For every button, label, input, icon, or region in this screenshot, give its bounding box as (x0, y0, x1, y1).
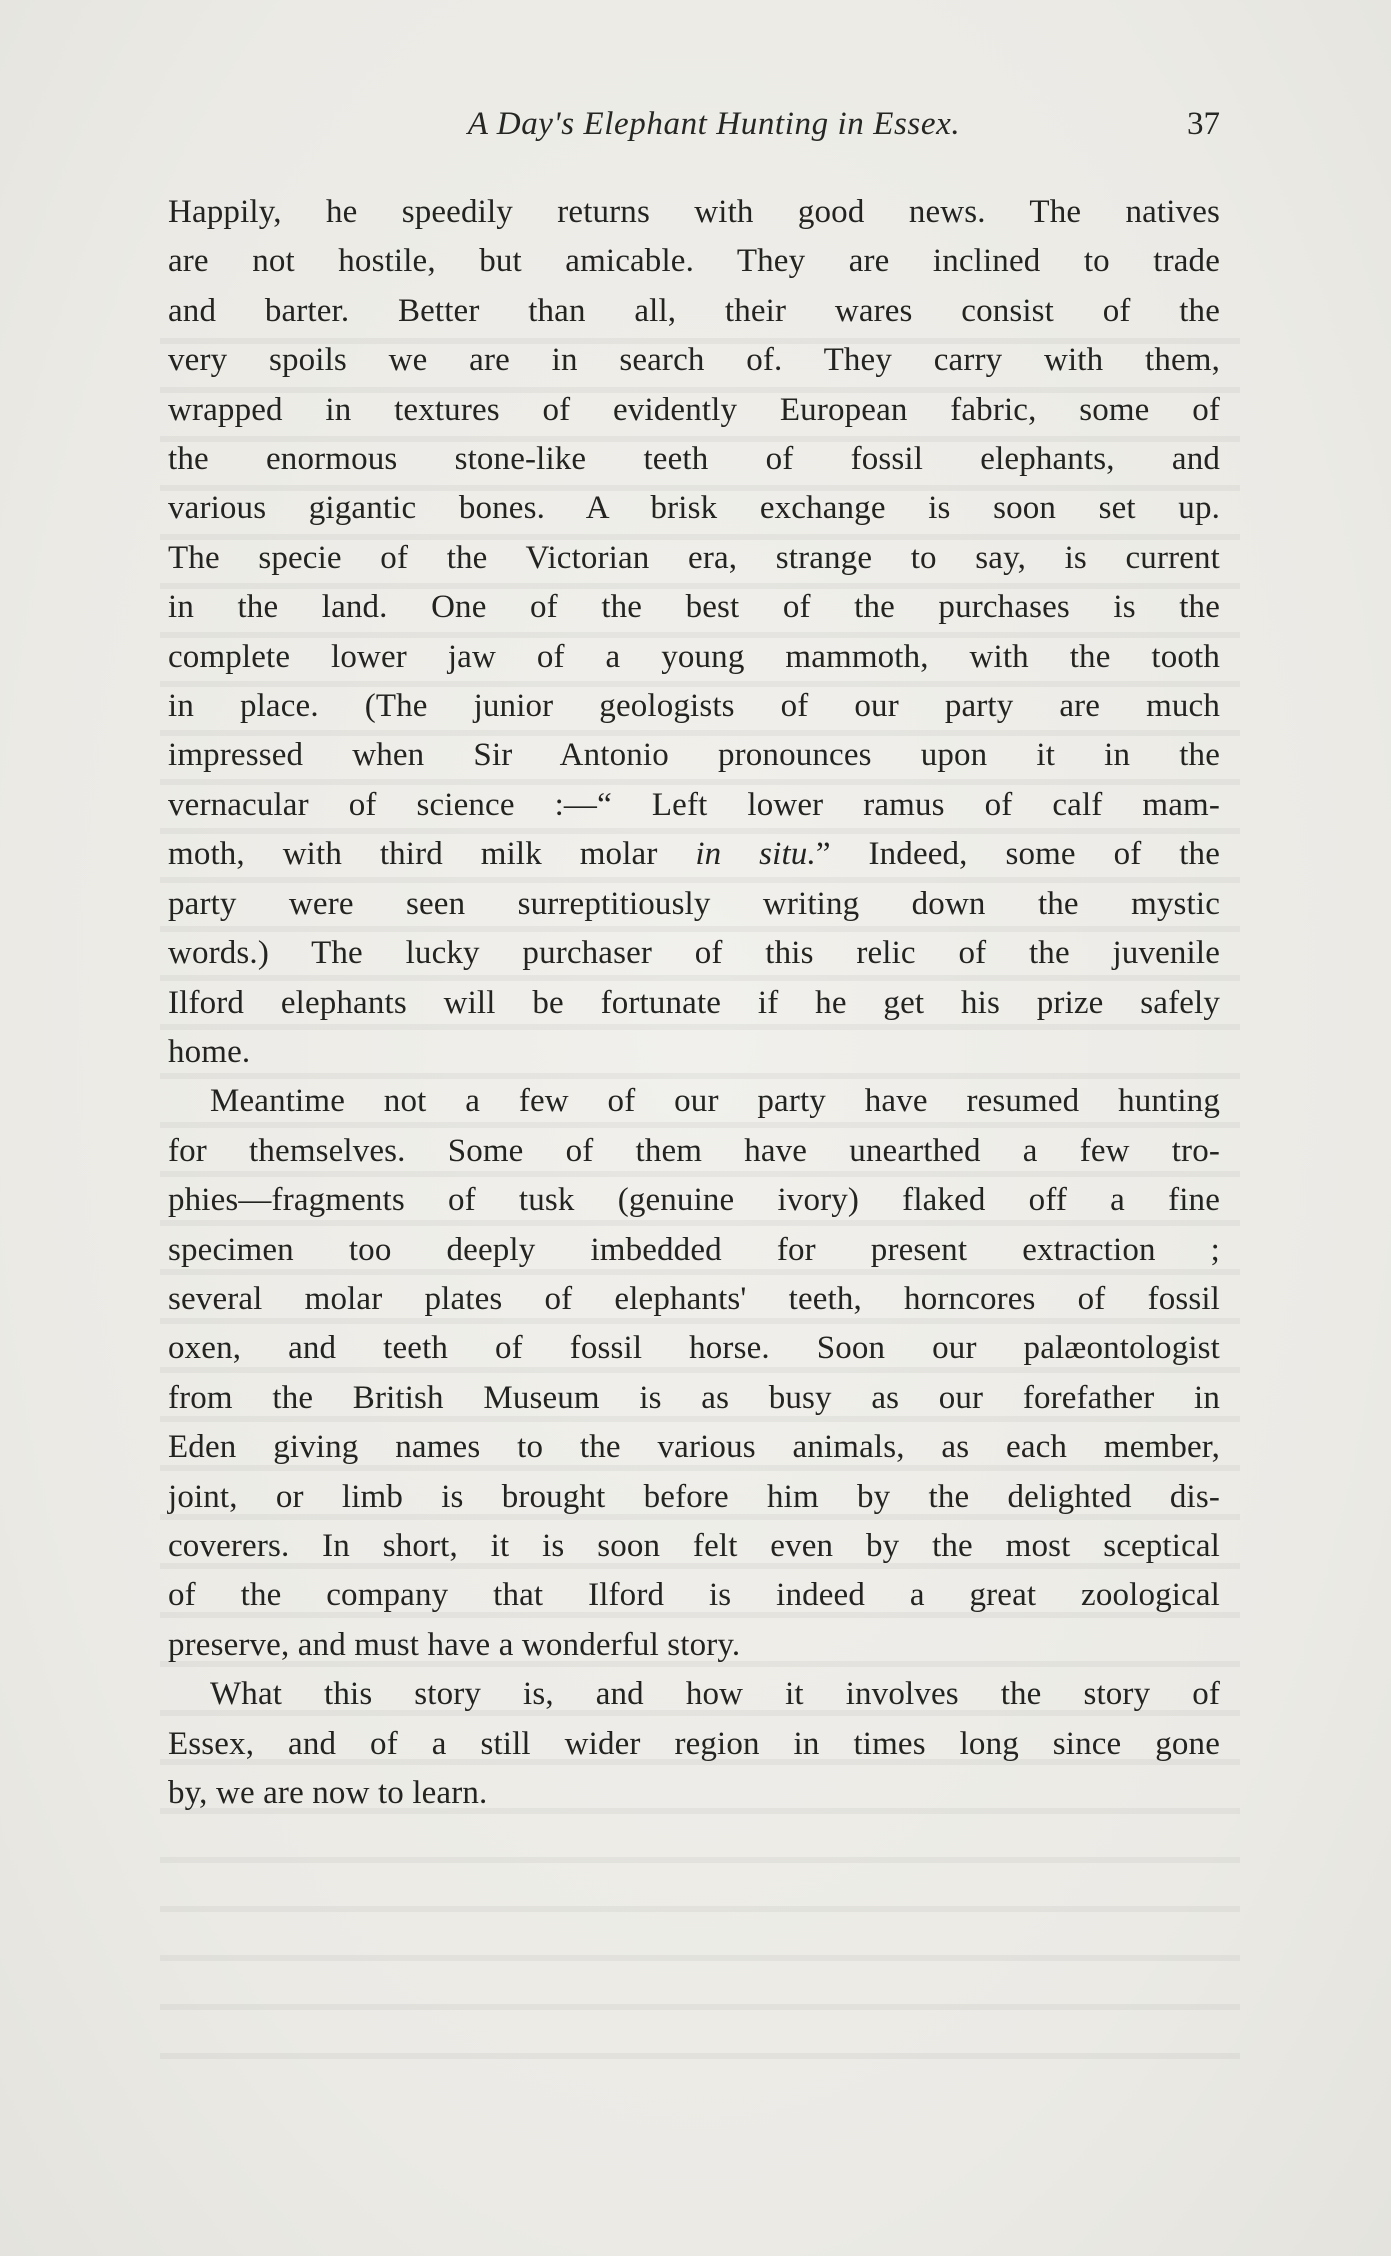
running-header (168, 98, 1220, 150)
text-line: the enormous stone-like teeth of fossil elephants, and (168, 441, 1220, 478)
text-line: for themselves. Some of them have unearthed a few tro- (168, 1132, 1220, 1169)
paragraph-2 (168, 1077, 1220, 1670)
text-line: Eden giving names to the various animals, as each member, (168, 1429, 1220, 1466)
text-line: coverers. In short, it is soon felt even by the most sceptical (168, 1527, 1220, 1564)
text-line: joint, or limb is brought before him by the delighted dis- (168, 1478, 1220, 1515)
text-fragment: ” Indeed, some of the (815, 836, 1220, 873)
text-line: phies—fragments of tusk (genuine ivory) flaked off a fine (168, 1182, 1220, 1219)
text-line: several molar plates of elephants' teeth, horncores of fossil (168, 1280, 1220, 1317)
text-line: in the land. One of the best of the purchases is the (168, 589, 1220, 626)
italic-phrase: in situ. (695, 836, 816, 873)
body-text (168, 188, 1220, 1818)
text-line: party were seen surreptitiously writing down the mystic (168, 885, 1220, 922)
text-fragment: moth, with third milk molar (168, 836, 696, 873)
text-line: specimen too deeply imbedded for present extraction ; (168, 1231, 1220, 1268)
text-line: preserve, and must have a wonderful story. (168, 1626, 741, 1663)
text-line: oxen, and teeth of fossil horse. Soon our palæontologist (168, 1330, 1220, 1367)
text-line: and barter. Better than all, their wares consist of the (168, 292, 1220, 329)
paragraph-3 (168, 1670, 1220, 1818)
text-line: home. (168, 1033, 251, 1070)
paragraph-1 (168, 188, 1220, 1077)
text-line: What this story is, and how it involves the story of (210, 1676, 1220, 1713)
text-line: from the British Museum is as busy as our forefather in (168, 1379, 1220, 1416)
text-line: vernacular of science :—“ Left lower ramus of calf mam- (168, 786, 1220, 823)
text-line: Happily, he speedily returns with good news. The natives (168, 194, 1220, 230)
running-title: A Day's Elephant Hunting in Essex. (467, 106, 961, 142)
text-line: by, we are now to learn. (168, 1775, 488, 1811)
text-line: words.) The lucky purchaser of this relic of the juvenile (168, 935, 1220, 972)
text-line: impressed when Sir Antonio pronounces upon it in the (168, 737, 1220, 774)
text-line: in place. (The junior geologists of our party are much (168, 688, 1220, 725)
text-line: complete lower jaw of a young mammoth, with the tooth (168, 638, 1220, 675)
text-line: various gigantic bones. A brisk exchange is soon set up. (168, 490, 1220, 527)
text-line: Ilford elephants will be fortunate if he get his prize safely (168, 984, 1220, 1021)
text-line: Essex, and of a still wider region in times long since gone (168, 1725, 1220, 1762)
text-line: Meantime not a few of our party have resumed hunting (210, 1083, 1220, 1120)
text-line: of the company that Ilford is indeed a great zoological (168, 1577, 1220, 1614)
text-line: The specie of the Victorian era, strange to say, is current (168, 539, 1220, 576)
text-line-with-italic (168, 830, 1220, 879)
text-line: very spoils we are in search of. They carry with them, (168, 342, 1220, 379)
text-line: are not hostile, but amicable. They are inclined to trade (168, 243, 1220, 280)
page-number: 37 (1187, 106, 1220, 142)
text-line: wrapped in textures of evidently European fabric, some of (168, 391, 1220, 428)
